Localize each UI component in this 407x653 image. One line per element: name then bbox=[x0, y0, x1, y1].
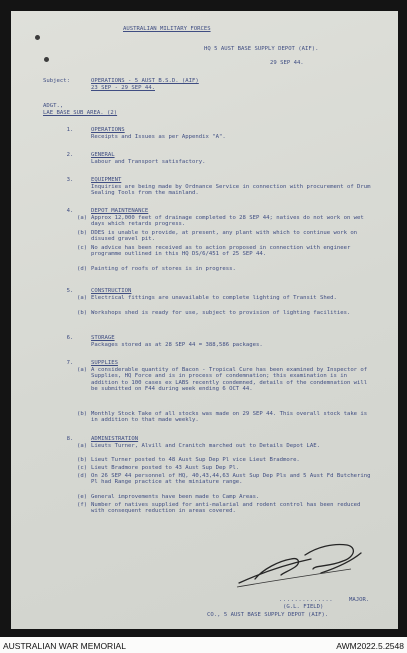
subsection-label: (b) bbox=[77, 310, 88, 316]
subsection-text: DDES is unable to provide, at present, any plant with which to continue work on disused gravel pit. bbox=[91, 230, 358, 243]
section-heading: ADMINISTRATION bbox=[91, 436, 139, 442]
subsection-text: Painting of roofs of stores is in progress. bbox=[91, 266, 236, 272]
section-number: 4. bbox=[66, 208, 74, 214]
subsection-label: (b) bbox=[77, 457, 88, 463]
section-number: 5. bbox=[66, 288, 74, 294]
signatory-name: (G.L. FIELD) bbox=[283, 604, 324, 610]
archive-name: AUSTRALIAN WAR MEMORIAL bbox=[3, 641, 126, 651]
subsection-label: (a) bbox=[77, 367, 88, 373]
subsection-label: (c) bbox=[77, 245, 88, 251]
addressee-line: LAE BASE SUB AREA. (2) bbox=[43, 110, 118, 116]
subsection-text: Number of natives supplied for anti-malarial and rodent control has been reduced with consequent reduction in areas covered. bbox=[91, 502, 361, 515]
signature-dots: .............. bbox=[279, 597, 334, 603]
subsection-text: On 26 SEP 44 personnel of HQ, 40,43,44,63 Aust Sup Dep Pls and 5 Aust Fd Butchering Pl had Range practice at the miniature range. bbox=[91, 473, 371, 486]
handwritten-signature bbox=[221, 529, 371, 593]
subsection-label: (d) bbox=[77, 473, 88, 479]
subsection-label: (c) bbox=[77, 465, 88, 471]
subsection-text: No advice has been received as to action proposed in connection with engineer programme outlined in this HQ DS/6/451 of 25 SEP 44. bbox=[91, 245, 351, 258]
section-heading: GENERAL bbox=[91, 152, 115, 158]
subject-label: Subject: bbox=[43, 78, 70, 84]
section-text: Packages stored as at 28 SEP 44 = 388,586 packages. bbox=[91, 342, 263, 348]
archive-reference: AWM2022.5.2548 bbox=[336, 641, 404, 651]
section-heading: SUPPLIES bbox=[91, 360, 118, 366]
section-number: 1. bbox=[66, 127, 74, 133]
subsection-text: Lieut Turner posted to 48 Aust Sup Dep Pl vice Lieut Bradmore. bbox=[91, 457, 300, 463]
subject-line: 23 SEP - 29 SEP 44. bbox=[91, 85, 155, 91]
signatory-rank: MAJOR. bbox=[349, 597, 370, 603]
section-number: 2. bbox=[66, 152, 74, 158]
office-of-origin: HQ 5 AUST BASE SUPPLY DEPOT (AIF). bbox=[204, 46, 319, 52]
section-number: 3. bbox=[66, 177, 74, 183]
subsection-label: (b) bbox=[77, 230, 88, 236]
punch-hole bbox=[35, 35, 40, 40]
subsection-text: Electrical fittings are unavailable to complete lighting of Transit Shed. bbox=[91, 295, 337, 301]
subsection-text: Monthly Stock Take of all stocks was made on 29 SEP 44. This overall stock take is in addition to that made weekly. bbox=[91, 411, 368, 424]
subsection-text: Approx 12,000 feet of drainage completed to 28 SEP 44; natives do not work on wet days which retards progress. bbox=[91, 215, 364, 228]
subsection-text: Lieut Bradmore posted to 43 Aust Sup Dep Pl. bbox=[91, 465, 240, 471]
subsection-label: (e) bbox=[77, 494, 88, 500]
section-text: Labour and Transport satisfactory. bbox=[91, 159, 206, 165]
subsection-text: General improvements have been made to Camp Areas. bbox=[91, 494, 260, 500]
section-heading: EQUIPMENT bbox=[91, 177, 122, 183]
section-heading: OPERATIONS bbox=[91, 127, 125, 133]
subsection-label: (a) bbox=[77, 215, 88, 221]
section-text: Inquiries are being made by Ordnance Service in connection with procurement of Drum Sealing Tools from the mainland. bbox=[91, 184, 371, 197]
section-heading: DEPOT MAINTENANCE bbox=[91, 208, 149, 214]
document-page bbox=[11, 11, 398, 629]
subsection-label: (f) bbox=[77, 502, 88, 508]
subsection-label: (b) bbox=[77, 411, 88, 417]
punch-hole bbox=[44, 57, 49, 62]
section-heading: STORAGE bbox=[91, 335, 115, 341]
section-heading: CONSTRUCTION bbox=[91, 288, 132, 294]
subject-line: OPERATIONS - 5 AUST B.S.D. (AIF) bbox=[91, 78, 199, 84]
section-number: 7. bbox=[66, 360, 74, 366]
section-text: Receipts and Issues as per Appendix "A". bbox=[91, 134, 226, 140]
subsection-label: (a) bbox=[77, 295, 88, 301]
subsection-text: A considerable quantity of Bacon - Tropical Cure has been examined by Inspector of Supplies, HQ Force and is in process of condemnation; this examination is in addition to 100 cases ex LABS recently condemned, details of the condemnation will be submitted on F44 during week ending 6 OCT 44. bbox=[91, 367, 368, 393]
addressee-line: ADGT., bbox=[43, 103, 64, 109]
signatory-appointment: CO., 5 AUST BASE SUPPLY DEPOT (AIF). bbox=[207, 612, 329, 618]
archive-footer bbox=[0, 637, 407, 653]
letterhead: AUSTRALIAN MILITARY FORCES bbox=[123, 26, 211, 32]
section-number: 6. bbox=[66, 335, 74, 341]
subsection-text: Workshops shed is ready for use, subject to provision of lighting facilities. bbox=[91, 310, 351, 316]
document-date: 29 SEP 44. bbox=[270, 60, 304, 66]
subsection-text: Lieuts Turner, Alvill and Cranitch marched out to Details Depot LAE. bbox=[91, 443, 321, 449]
subsection-label: (a) bbox=[77, 443, 88, 449]
subsection-label: (d) bbox=[77, 266, 88, 272]
section-number: 8. bbox=[66, 436, 74, 442]
